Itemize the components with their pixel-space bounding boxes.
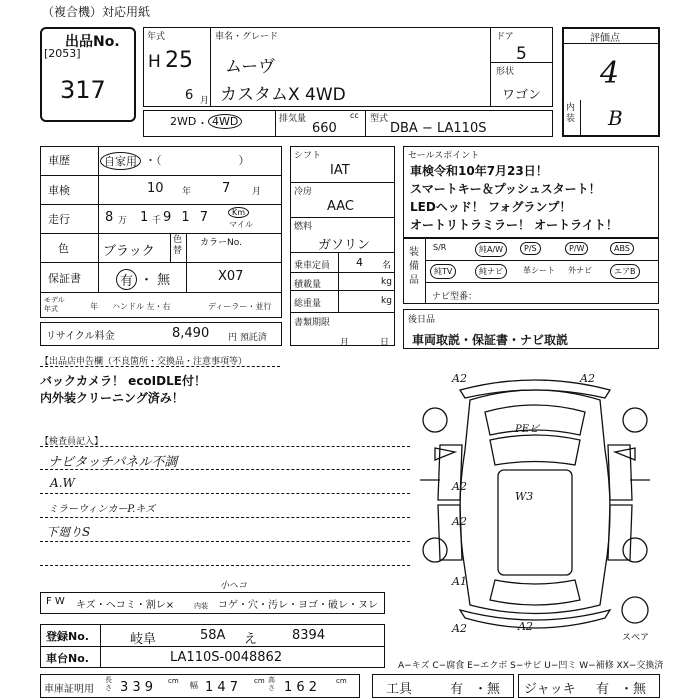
drive-4wd: 4WD — [208, 114, 242, 129]
shaken-label: 車検 — [48, 184, 70, 197]
year-month: 6 — [185, 88, 194, 103]
mileage-sen: 1 — [140, 210, 149, 225]
rear-fitting-label: 後日品 — [408, 315, 436, 325]
docs-period-day: 日 — [380, 338, 390, 348]
doors-label: ドア — [496, 32, 514, 42]
rear-fitting-value: 車両取説・保証書・ナビ取説 — [412, 333, 569, 347]
color-no-value: X07 — [218, 269, 244, 284]
recycle-unit: 円 預託済 — [228, 333, 267, 343]
cert-length-label: 長さ — [105, 676, 112, 692]
diag-mark-3: PEビ — [515, 424, 540, 435]
fuel-value: ガソリン — [318, 238, 371, 253]
lot-number: 317 — [60, 76, 106, 104]
color-label: 色 — [58, 242, 69, 255]
displacement-label: 排気量 — [279, 114, 307, 124]
sales-point-2: スマートキー＆プッシュスタート！ — [410, 182, 601, 196]
total-weight-label: 総重量 — [294, 299, 322, 309]
diag-mark-5: W3 — [515, 490, 534, 503]
chassis-value: LA110S-0048862 — [170, 650, 283, 665]
equipment-item: 純TV — [430, 264, 456, 279]
diag-mark-1: A2 — [452, 372, 467, 385]
tools-yes: 有 — [450, 682, 464, 697]
grade-exterior: 4 — [600, 56, 620, 91]
inspector-line-2: A.W — [50, 476, 75, 490]
warranty-no: ・ 無 — [140, 273, 171, 288]
docs-period-month: 月 — [340, 338, 350, 348]
warranty-yes: 有 — [116, 269, 137, 290]
nav-model-label: ナビ型番： — [432, 292, 478, 302]
registration-kana: え — [244, 632, 258, 647]
year-era: H — [148, 52, 161, 72]
shift-label: シフト — [294, 151, 322, 161]
displacement-unit: cc — [350, 111, 359, 120]
aircon-value: AAC — [327, 199, 354, 214]
cert-unit-1: cm — [168, 677, 179, 685]
sales-point-4: オートリトラミラー！ オートライト！ — [410, 218, 618, 232]
car-label: 車名・グレード — [215, 32, 279, 42]
grade-interior: B — [608, 106, 623, 130]
year-month-unit: 月 — [200, 96, 210, 106]
grade-interior-label: 内装 — [566, 103, 576, 124]
inspector-line-4: 下廻りS — [46, 525, 91, 539]
drive-sep: ・ — [197, 117, 208, 130]
damage-items: キズ・ヘコミ・割レ× — [76, 600, 175, 611]
load-label: 積載量 — [294, 280, 322, 290]
diag-mark-8: A2 — [452, 622, 467, 635]
displacement-value: 660 — [312, 121, 337, 136]
registration-number: 8394 — [292, 628, 326, 643]
history-label: 車歴 — [48, 154, 70, 167]
warranty-label: 保証書 — [48, 272, 81, 285]
inspector-line-1: ナビタッチパネル不調 — [48, 455, 178, 470]
tools-no: ・無 — [474, 682, 501, 697]
cert-width-label: 幅 — [190, 681, 198, 690]
body-type-label: 形状 — [496, 67, 515, 77]
capacity-label: 乗車定員 — [294, 261, 331, 271]
sales-points-label: セールスポイント — [408, 151, 480, 161]
lot-code: [2053] — [44, 47, 81, 60]
mileage-label: 走行 — [48, 213, 70, 226]
shaken-year-unit: 年 — [182, 187, 192, 197]
cert-unit-2: cm — [254, 677, 265, 685]
tools-label: 工具 — [386, 682, 413, 697]
equipment-item: エアB — [610, 264, 640, 279]
jack-no: ・無 — [620, 682, 647, 697]
damage-mid: 内装 — [194, 602, 208, 610]
registration-pref: 岐阜 — [130, 632, 157, 647]
mileage-rest: 9 1 7 — [163, 210, 212, 225]
model-year-label1: モデル — [44, 296, 65, 304]
year-value: 25 — [165, 48, 193, 73]
diag-mark-7: A1 — [452, 575, 467, 588]
diag-mark-4: A2 — [452, 480, 467, 493]
color-change-label: 色替 — [173, 235, 183, 256]
grade-score-label: 評価点 — [590, 33, 620, 44]
model-year-dealer: ディーラー・並行 — [208, 302, 272, 311]
equipment-item: P/W — [565, 242, 588, 255]
drive-2wd: 2WD — [170, 115, 197, 128]
cert-width-value: 1 4 7 — [205, 680, 239, 695]
jack-label: ジャッキ — [524, 682, 576, 697]
capacity-value: 4 — [356, 256, 363, 269]
mileage-man: 8 — [105, 210, 114, 225]
cert-length-value: 3 3 9 — [120, 680, 154, 695]
cert-height-label: 高さ — [268, 676, 275, 692]
equipment-item: 革シート — [523, 266, 555, 275]
model-year-year: 年 — [90, 302, 98, 311]
docs-period-label: 書類期限 — [294, 318, 331, 328]
shaken-year: 10 — [147, 181, 164, 196]
registration-label: 登録No. — [46, 630, 89, 643]
shaken-month-unit: 月 — [252, 187, 262, 197]
cert-height-value: 1 6 2 — [284, 680, 318, 695]
damage-mark: 小ヘコ — [220, 581, 248, 591]
sales-point-3: LEDヘッド！ フォグランプ！ — [410, 200, 572, 214]
note-line-1: バックカメラ！ ecoIDLE付！ — [40, 374, 206, 388]
mileage-unit-mile: マイル — [229, 220, 253, 229]
notes-label: 【出品店申告欄（不良箇所・交換品・注意事項等） — [40, 357, 248, 367]
model-label: 型式 — [370, 114, 389, 124]
form-title: （複合機）対応用紙 — [42, 5, 151, 19]
sales-point-1: 車検令和10年7月23日！ — [410, 164, 548, 178]
registration-class: 58A — [200, 628, 226, 643]
equipment-item: S/R — [433, 243, 447, 252]
doors-value: 5 — [516, 44, 527, 64]
aircon-label: 冷房 — [294, 187, 313, 197]
chassis-label: 車台No. — [46, 652, 89, 665]
color-value: ブラック — [103, 244, 155, 259]
diag-mark-2: A2 — [580, 372, 595, 385]
note-line-2: 内外装クリーニング済み！ — [40, 391, 184, 405]
diag-mark-9: A2 — [518, 620, 533, 633]
equipment-item: 純A/W — [475, 242, 507, 257]
equipment-label: 装備品 — [409, 247, 419, 286]
model-value: DBA − LA110S — [390, 121, 487, 136]
inspector-label: 【検査員記入】 — [40, 437, 104, 447]
total-weight-unit: kg — [381, 296, 392, 306]
equipment-item: 外ナビ — [568, 266, 592, 275]
car-damage-diagram — [400, 360, 670, 640]
damage-prefix: F W — [46, 596, 65, 607]
equipment-item: 純ナビ — [475, 264, 507, 279]
cert-label: 車庫証明用 — [44, 684, 94, 695]
body-type-value: ワゴン — [502, 88, 542, 103]
recycle-label: リサイクル料金 — [46, 331, 115, 342]
cert-unit-3: cm — [336, 677, 347, 685]
shift-value: IAT — [330, 163, 350, 178]
mileage-unit-km: Km — [228, 207, 249, 218]
shaken-month: 7 — [222, 181, 231, 196]
equipment-item: ABS — [610, 242, 634, 255]
capacity-unit: 名 — [382, 261, 392, 271]
history-value: 自家用 — [100, 152, 141, 170]
recycle-value: 8,490 — [172, 326, 210, 341]
damage-legend: A−キズ C−腐食 E−エクボ S−サビ U−凹ミ W−補修 XX−交換済 — [398, 661, 664, 671]
mileage-man-unit: 万 — [118, 216, 128, 226]
year-label: 年式 — [147, 32, 166, 42]
model-year-label2: 年式 — [44, 305, 58, 313]
color-no-label: カラーNo. — [200, 238, 242, 248]
damage-items-2: コゲ・穴・汚レ・ヨゴ・破レ・ヌレ — [218, 600, 378, 611]
spare-label: スペア — [622, 633, 650, 640]
equipment-item: P/S — [520, 242, 541, 255]
car-grade: カスタムX 4WD — [220, 85, 346, 105]
diag-mark-6: A2 — [452, 515, 467, 528]
lot-label: 出品No. — [65, 34, 120, 50]
model-year-handle: ハンドル 左・右 — [112, 302, 171, 311]
history-rest: ・（ ） — [145, 154, 250, 167]
inspector-line-3: ミラーウィンカーP.キズ — [48, 504, 156, 515]
car-name: ムーヴ — [225, 57, 276, 77]
fuel-label: 燃料 — [294, 222, 313, 232]
load-unit: kg — [381, 277, 392, 287]
mileage-sen-unit: 千 — [152, 216, 162, 226]
jack-yes: 有 — [596, 682, 610, 697]
